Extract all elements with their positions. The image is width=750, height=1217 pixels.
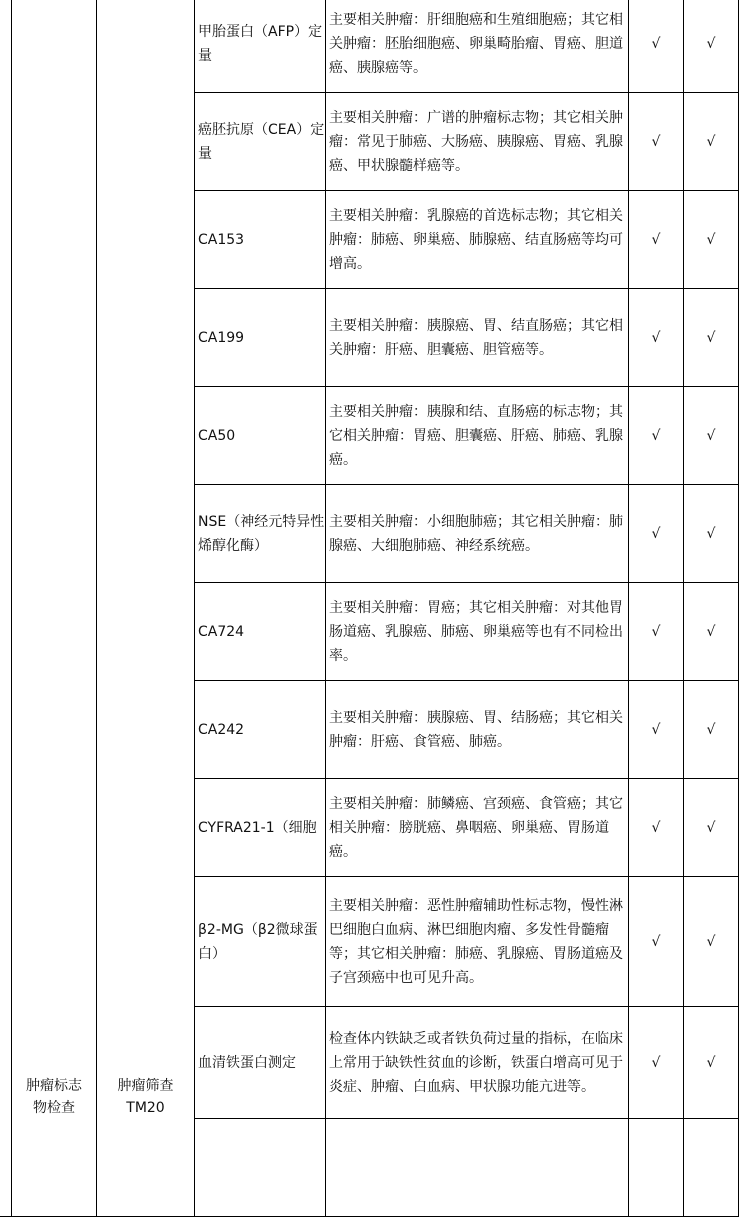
item-description-cell: 主要相关肿瘤：广谱的肿瘤标志物；其它相关肿瘤：常见于肺癌、大肠癌、胰腺癌、胃癌、乳腺癌、甲状腺髓样癌等。	[326, 93, 629, 191]
item-name-cell: CA724	[195, 583, 326, 681]
male-check-cell	[629, 1119, 684, 1217]
item-name-cell: 血清铁蛋白测定	[195, 1007, 326, 1119]
item-name-cell: CA153	[195, 191, 326, 289]
female-check-cell	[684, 1119, 739, 1217]
male-check-cell: √	[629, 583, 684, 681]
male-check-cell: √	[629, 877, 684, 1007]
item-description-cell: 主要相关肿瘤：胰腺和结、直肠癌的标志物；其它相关肿瘤：胃癌、胆囊癌、肝癌、肺癌、乳腺癌。	[326, 387, 629, 485]
item-name-cell: 癌胚抗原（CEA）定量	[195, 93, 326, 191]
male-check-cell: √	[629, 0, 684, 93]
male-check-cell: √	[629, 93, 684, 191]
male-check-cell: √	[629, 191, 684, 289]
item-name-cell: CA242	[195, 681, 326, 779]
item-name-cell: NSE（神经元特异性烯醇化酶）	[195, 485, 326, 583]
item-description-cell: 主要相关肿瘤：胰腺癌、胃、结直肠癌；其它相关肿瘤：肝癌、胆囊癌、胆管癌等。	[326, 289, 629, 387]
male-check-cell: √	[629, 779, 684, 877]
item-description-cell: 主要相关肿瘤：乳腺癌的首选标志物；其它相关肿瘤：肺癌、卵巢癌、肺腺癌、结直肠癌等均可增高。	[326, 191, 629, 289]
female-check-cell: √	[684, 583, 739, 681]
female-check-cell: √	[684, 1007, 739, 1119]
male-check-cell: √	[629, 485, 684, 583]
female-check-cell: √	[684, 289, 739, 387]
item-description-cell: 主要相关肿瘤：肝细胞癌和生殖细胞癌；其它相关肿瘤：胚胎细胞癌、卵巢畸胎瘤、胃癌、胆道癌、胰腺癌等。	[326, 0, 629, 93]
female-check-cell: √	[684, 485, 739, 583]
item-name-text: CYFRA21-1（细胞	[198, 819, 317, 836]
female-check-cell: √	[684, 191, 739, 289]
index-column-cell	[0, 0, 12, 1217]
category-line: 肿瘤标志	[26, 1078, 82, 1094]
package-line: TM20	[126, 1100, 165, 1116]
item-description-cell: 主要相关肿瘤：胃癌；其它相关肿瘤：对其他胃肠道癌、乳腺癌、肺癌、卵巢癌等也有不同检出率。	[326, 583, 629, 681]
item-name-cell	[195, 779, 326, 877]
female-check-cell: √	[684, 387, 739, 485]
item-name-cell: β2-MG（β2微球蛋白）	[195, 877, 326, 1007]
item-description-cell	[326, 1119, 629, 1217]
male-check-cell: √	[629, 681, 684, 779]
female-check-cell: √	[684, 779, 739, 877]
table-row	[0, 0, 739, 93]
item-description-cell: 检查体内铁缺乏或者铁负荷过量的指标，在临床上常用于缺铁性贫血的诊断，铁蛋白增高可见于炎症、肿瘤、白血病、甲状腺功能亢进等。	[326, 1007, 629, 1119]
female-check-cell: √	[684, 877, 739, 1007]
package-cell	[97, 0, 195, 1217]
male-check-cell: √	[629, 289, 684, 387]
female-check-cell: √	[684, 0, 739, 93]
item-name-cell: 甲胎蛋白（AFP）定量	[195, 0, 326, 93]
female-check-cell: √	[684, 681, 739, 779]
category-cell	[12, 0, 97, 1217]
package-line: 肿瘤筛查	[117, 1078, 174, 1094]
male-check-cell: √	[629, 387, 684, 485]
female-check-cell: √	[684, 93, 739, 191]
item-name-cell: CA199	[195, 289, 326, 387]
item-description-cell: 主要相关肿瘤：小细胞肺癌；其它相关肿瘤：肺腺癌、大细胞肺癌、神经系统癌。	[326, 485, 629, 583]
item-description-cell: 主要相关肿瘤：肺鳞癌、宫颈癌、食管癌；其它相关肿瘤：膀胱癌、鼻咽癌、卵巢癌、胃肠道癌。	[326, 779, 629, 877]
item-name-cell	[195, 1119, 326, 1217]
male-check-cell: √	[629, 1007, 684, 1119]
item-description-cell: 主要相关肿瘤：恶性肿瘤辅助性标志物，慢性淋巴细胞白血病、淋巴细胞肉瘤、多发性骨髓瘤等；其它相关肿瘤：肺癌、乳腺癌、胃肠道癌及子宫颈癌中也可见升高。	[326, 877, 629, 1007]
category-line: 物检查	[33, 1100, 75, 1116]
item-description-cell: 主要相关肿瘤：胰腺癌、胃、结肠癌；其它相关肿瘤：肝癌、食管癌、肺癌。	[326, 681, 629, 779]
item-name-cell: CA50	[195, 387, 326, 485]
